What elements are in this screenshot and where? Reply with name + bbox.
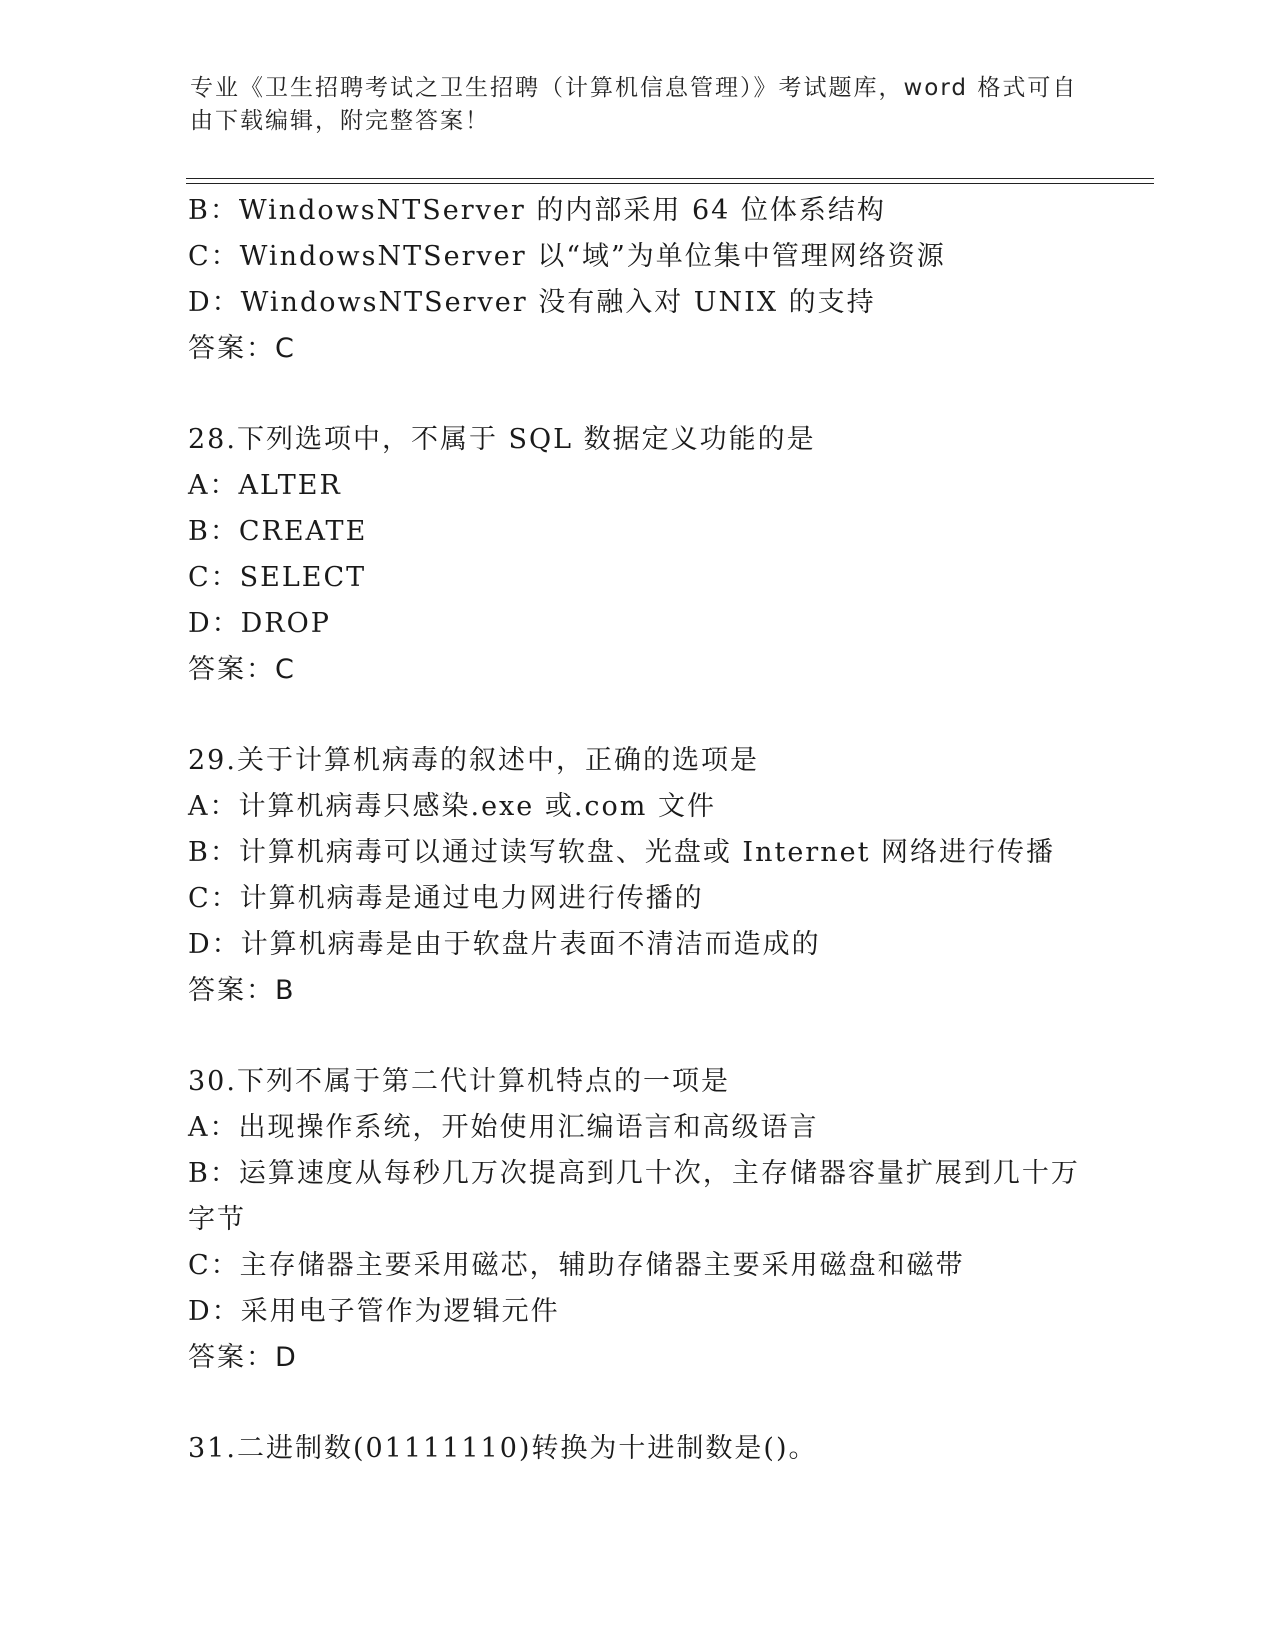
option-b: B：WindowsNTServer 的内部采用 64 位体系结构	[188, 195, 886, 226]
answer-line: 答案：C	[188, 333, 296, 364]
header-line-2: 由下载编辑，附完整答案！	[190, 108, 490, 134]
question-31	[188, 1426, 1088, 1472]
answer-line: 答案：D	[188, 1342, 298, 1373]
option-c: C：SELECT	[188, 562, 367, 593]
question-list	[188, 188, 1088, 1472]
option-d: D：DROP	[188, 608, 331, 639]
question-spacer	[188, 693, 1088, 738]
question-28	[188, 417, 1088, 693]
question-spacer	[188, 1381, 1088, 1426]
header-rule-bottom	[186, 183, 1154, 184]
option-b: B：运算速度从每秒几万次提高到几十次，主存储器容量扩展到几十万	[188, 1158, 1080, 1189]
question-text: 30.下列不属于第二代计算机特点的一项是	[188, 1066, 730, 1097]
option-a: A：计算机病毒只感染.exe 或.com 文件	[188, 791, 716, 822]
answer-line: 答案：C	[188, 654, 296, 685]
question-29	[188, 738, 1088, 1014]
option-c: C：主存储器主要采用磁芯，辅助存储器主要采用磁盘和磁带	[188, 1250, 965, 1281]
answer-line: 答案：B	[188, 975, 296, 1006]
header-line-1: 专业《卫生招聘考试之卫生招聘（计算机信息管理）》考试题库，word 格式可自	[190, 75, 1078, 101]
option-a: A：ALTER	[188, 470, 342, 501]
question-text: 31.二进制数(01111110)转换为十进制数是()。	[188, 1433, 818, 1464]
option-c: C：计算机病毒是通过电力网进行传播的	[188, 883, 704, 914]
question-text: 29.关于计算机病毒的叙述中，正确的选项是	[188, 745, 759, 776]
option-d: D：采用电子管作为逻辑元件	[188, 1296, 560, 1327]
option-b: B：计算机病毒可以通过读写软盘、光盘或 Internet 网络进行传播	[188, 837, 1056, 868]
option-c: C：WindowsNTServer 以“域”为单位集中管理网络资源	[188, 241, 946, 272]
question-30	[188, 1059, 1088, 1381]
option-d: D：计算机病毒是由于软盘片表面不清洁而造成的	[188, 929, 821, 960]
question-spacer	[188, 1014, 1088, 1059]
document-header	[190, 72, 1090, 138]
question-27-continuation	[188, 188, 1088, 372]
option-a: A：出现操作系统，开始使用汇编语言和高级语言	[188, 1112, 819, 1143]
question-spacer	[188, 372, 1088, 417]
header-rule-top	[186, 178, 1154, 179]
option-b: B：CREATE	[188, 516, 368, 547]
question-text: 28.下列选项中，不属于 SQL 数据定义功能的是	[188, 424, 816, 455]
option-b-continued: 字节	[188, 1204, 246, 1235]
option-d: D：WindowsNTServer 没有融入对 UNIX 的支持	[188, 287, 876, 318]
